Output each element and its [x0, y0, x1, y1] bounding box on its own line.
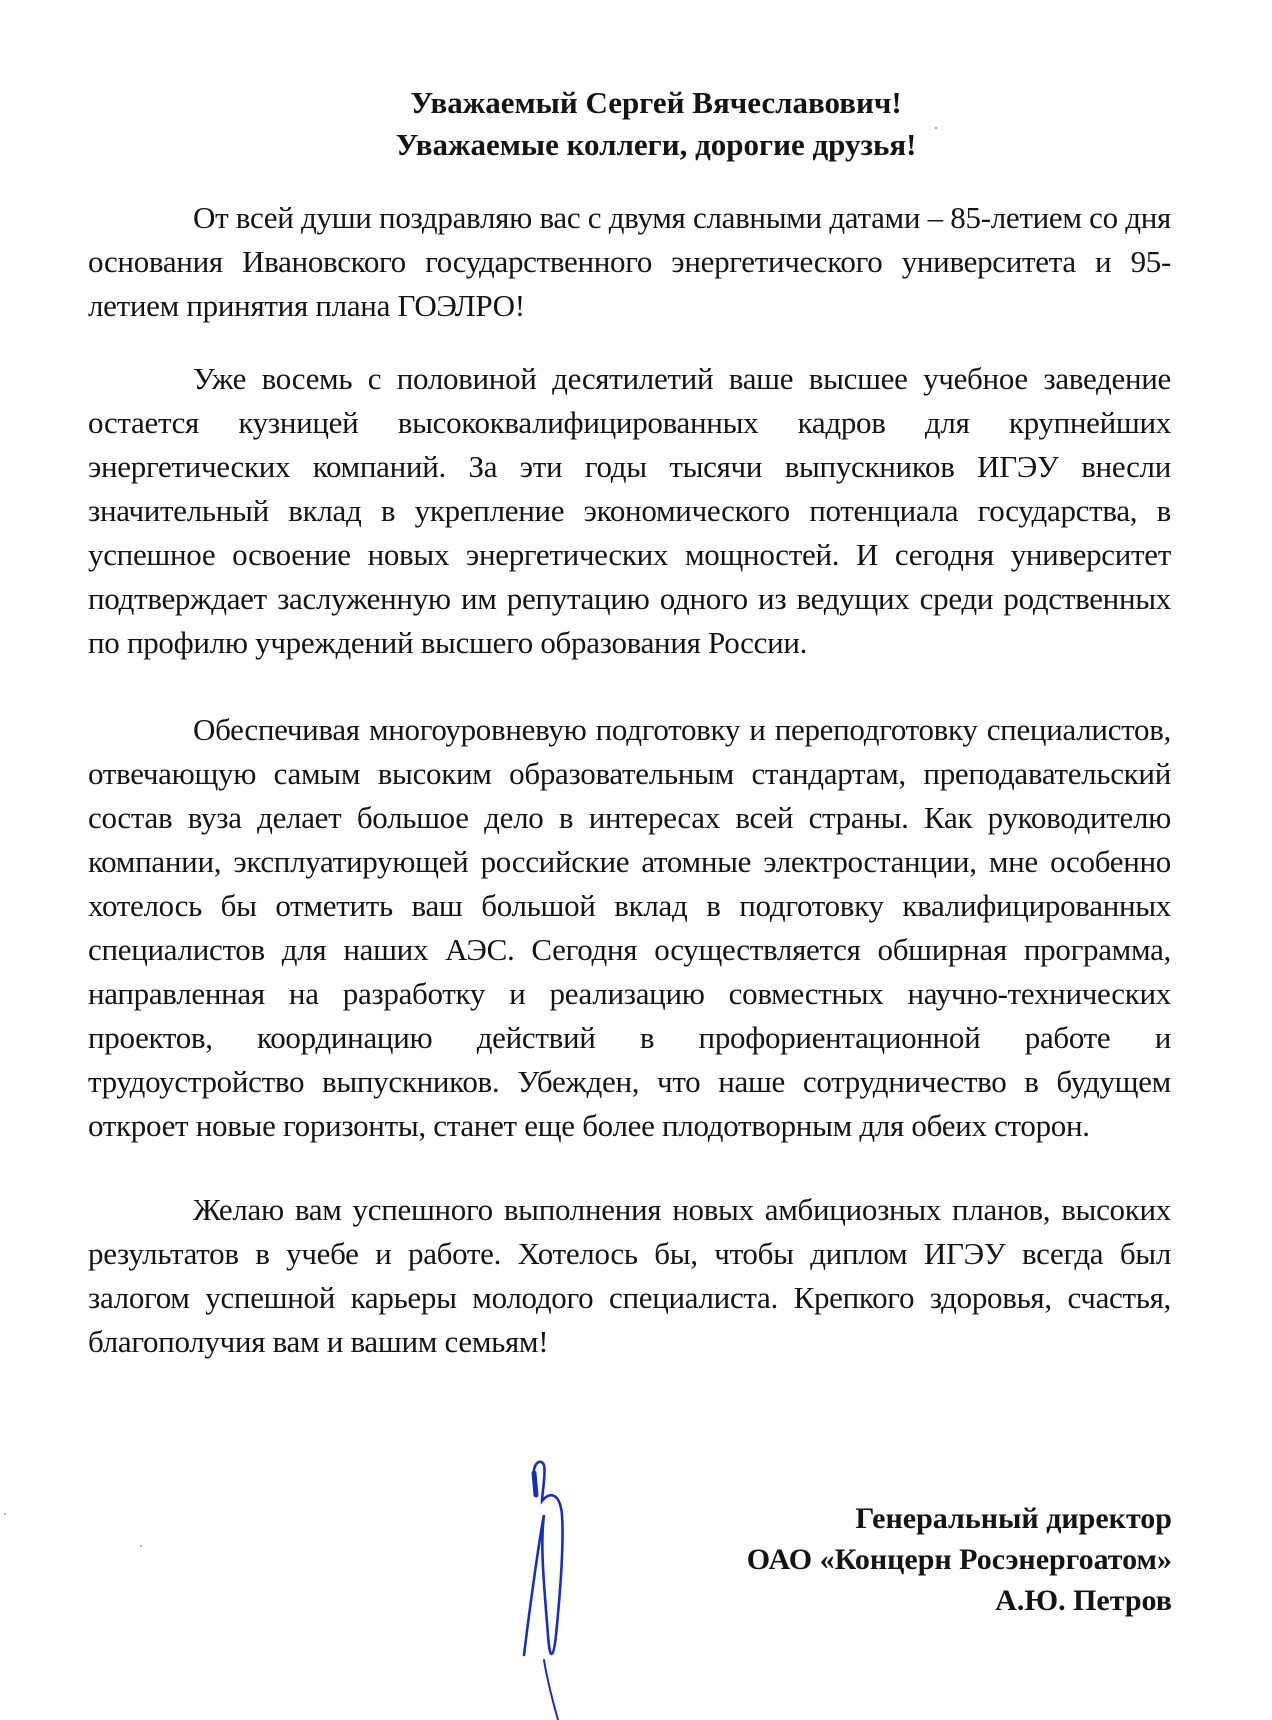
paragraph-university-history: Уже восемь с половиной десятилетий ваше высшее учебное заведение остается кузницей высококвалифицированных кадров для крупнейших энергетических компаний. За эти годы тысячи выпускников ИГЭУ внесли значительный вклад в укрепление экономического потенциала государства, в успешное освоение новых энергетических мощностей. И сегодня университет подтверждает заслуженную им репутацию одного из ведущих среди родственных по профилю учреждений высшего образования России. — [88, 361, 1171, 660]
salutation — [0, 82, 1272, 166]
letter-body — [88, 196, 1171, 1391]
signature-stroke-main — [524, 1462, 563, 1655]
salutation-line-1: Уважаемый Сергей Вячеславович! — [410, 85, 902, 120]
paragraph-cooperation: Обеспечивая многоуровневую подготовку и переподготовку специалистов, отвечающую самым высоким образовательным стандартам, преподавательский состав вуза делает большое дело в интересах всей страны. Как руководителю компании, эксплуатирующей российские атомные электростанции, мне особенно хотелось бы отметить ваш большой вклад в подготовку квалифицированных специалистов для наших АЭС. Сегодня осуществляется обширная программа, направленная на разработку и реализацию совместных научно-технических проектов, координацию действий в профориентационной работе и трудоустройство выпускников. Убежден, что наше сотрудничество в будущем откроет новые горизонты, станет еще более плодотворным для обеих сторон. — [88, 712, 1171, 1143]
signatory-position: Генеральный директор — [855, 1502, 1172, 1535]
signature-block — [747, 1498, 1172, 1621]
scan-speck — [935, 127, 937, 129]
paragraph-wishes: Желаю вам успешного выполнения новых амбициозных планов, высоких результатов в учебе и работе. Хотелось бы, чтобы диплом ИГЭУ всегда был залогом успешной карьеры молодого специалиста. Крепкого здоровья, счастья, благополучия вам и вашим семьям! — [88, 1192, 1171, 1359]
signature-stroke-tail — [544, 1660, 558, 1720]
scan-speck — [140, 1545, 142, 1547]
handwritten-signature — [520, 1455, 630, 1720]
signatory-name: А.Ю. Петров — [995, 1584, 1172, 1617]
signature-stroke-dot — [534, 1473, 536, 1495]
signatory-organization: ОАО «Концерн Росэнергоатом» — [746, 1543, 1172, 1576]
paragraph-congratulations: От всей души поздравляю вас с двумя славными датами – 85-летием со дня основания Ивановского государственного энергетического университета и 95-летием принятия плана ГОЭЛРО! — [88, 200, 1171, 323]
salutation-line-2: Уважаемые коллеги, дорогие друзья! — [395, 127, 917, 162]
scan-speck — [4, 1513, 6, 1515]
